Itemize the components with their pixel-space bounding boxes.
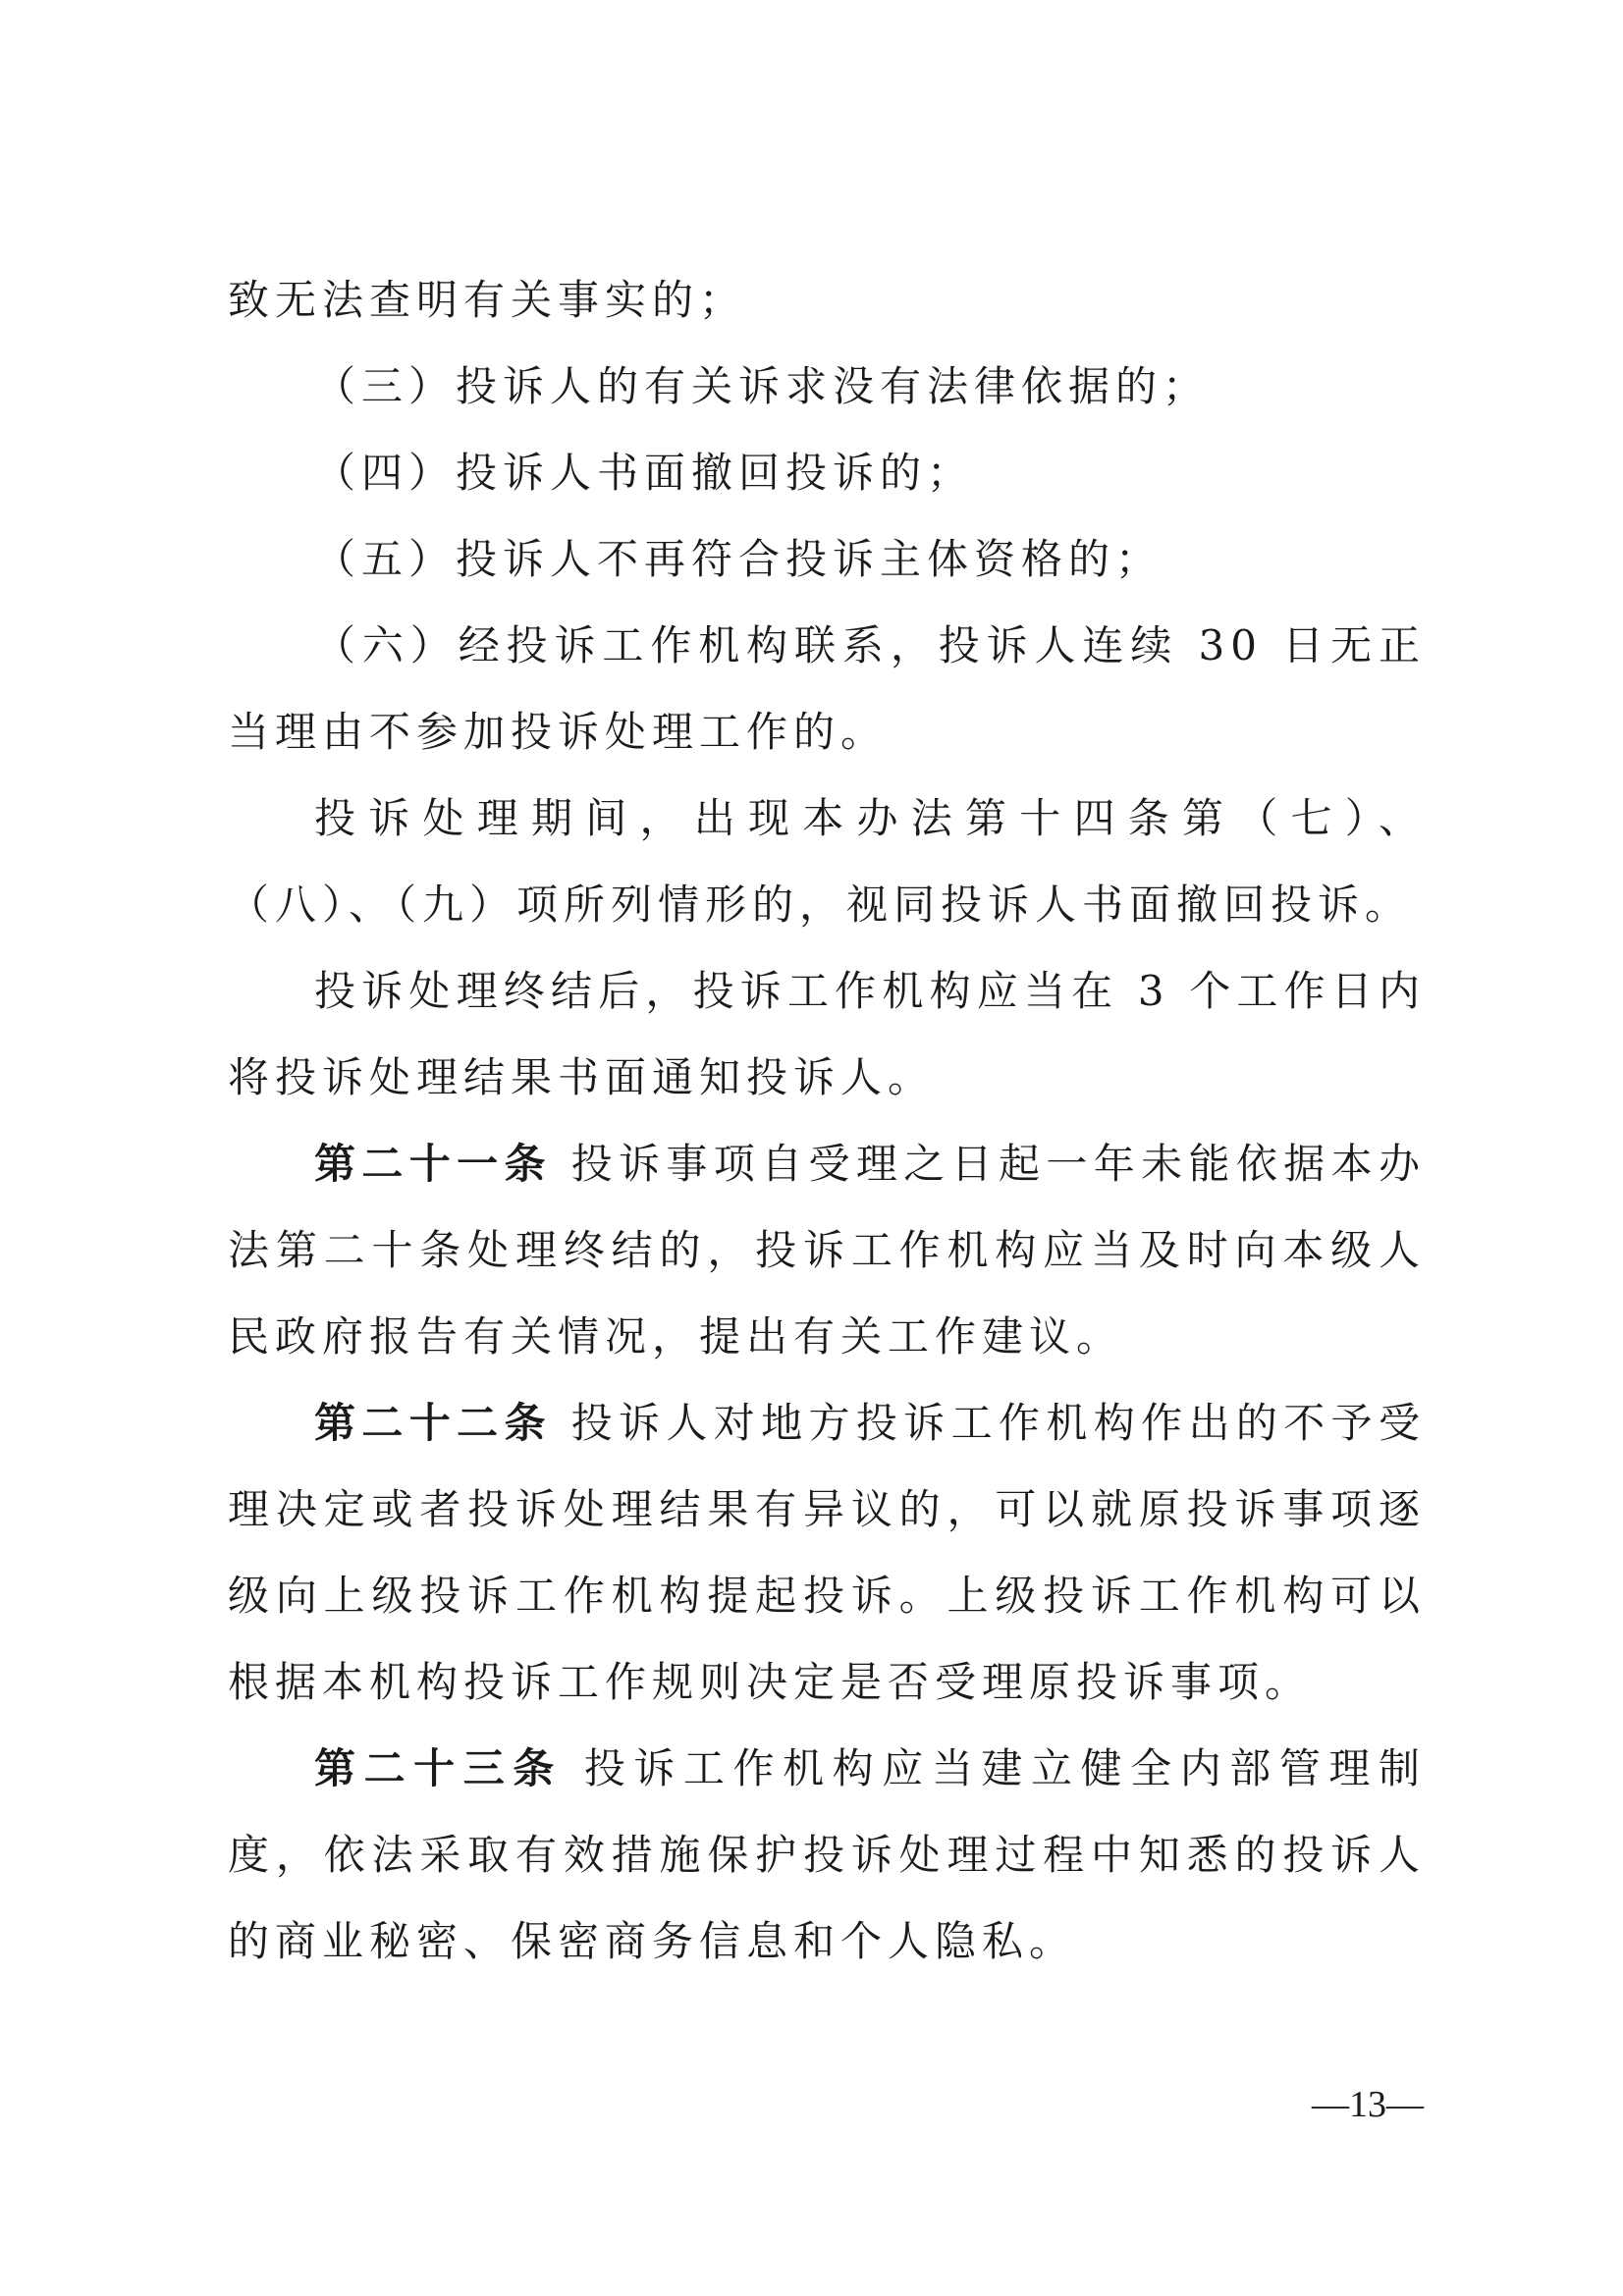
paragraph-item-six	[228, 603, 1426, 775]
paragraph-notification-rule	[228, 948, 1426, 1121]
article-22	[228, 1380, 1426, 1726]
paragraph-continuation	[228, 257, 1426, 344]
paragraph-text: （五）投诉人不再符合投诉主体资格的；	[314, 535, 1163, 583]
paragraph-text: （六）经投诉工作机构联系，投诉人连续 30 日无正当理由不参加投诉处理工作的。	[228, 621, 1426, 756]
article-text: 投诉人对地方投诉工作机构作出的不予受理决定或者投诉处理结果有异议的，可以就原投诉事项逐级向上级投诉工作机构提起投诉。上级投诉工作机构可以根据本机构投诉工作规则决定是否受理原投诉事项。	[228, 1399, 1426, 1706]
article-title: 第二十二条	[314, 1399, 552, 1447]
paragraph-text: （三）投诉人的有关诉求没有法律依据的；	[314, 362, 1211, 410]
article-text: 投诉工作机构应当建立健全内部管理制度，依法采取有效措施保护投诉处理过程中知悉的投诉人的商业秘密、保密商务信息和个人隐私。	[228, 1744, 1426, 1965]
paragraph-item-four	[228, 430, 1426, 516]
article-21	[228, 1121, 1426, 1380]
paragraph-text: 投诉处理终结后，投诉工作机构应当在 3 个工作日内将投诉处理结果书面通知投诉人。	[228, 967, 1426, 1101]
article-title: 第二十一条	[314, 1140, 552, 1188]
paragraph-item-five	[228, 516, 1426, 603]
paragraph-text: （四）投诉人书面撤回投诉的；	[314, 449, 975, 497]
paragraph-text: 投诉处理期间，出现本办法第十四条第（七）、（八）、（九）项所列情形的，视同投诉人书面撤回投诉。	[228, 794, 1426, 929]
article-text: 投诉事项自受理之日起一年未能依据本办法第二十条处理终结的，投诉工作机构应当及时向本级人民政府报告有关情况，提出有关工作建议。	[228, 1140, 1426, 1361]
page-number: —13—	[1312, 2084, 1424, 2125]
document-body	[228, 257, 1426, 1985]
paragraph-withdrawal-rule	[228, 775, 1426, 948]
paragraph-item-three	[228, 344, 1426, 430]
article-23	[228, 1726, 1426, 1985]
paragraph-text: 致无法查明有关事实的；	[228, 276, 747, 324]
article-title: 第二十三条	[314, 1744, 563, 1792]
